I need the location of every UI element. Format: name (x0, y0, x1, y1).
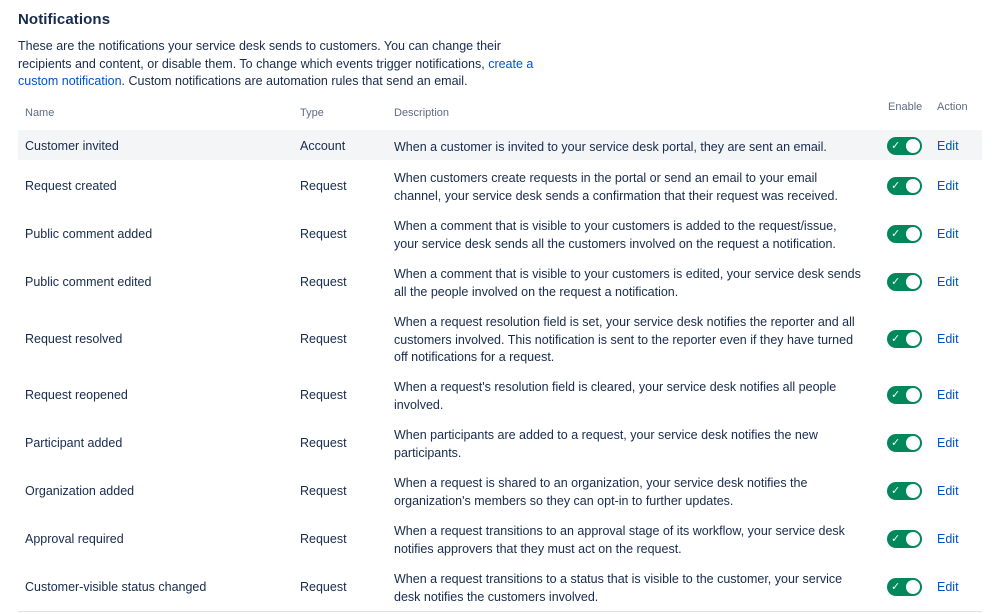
edit-link[interactable]: Edit (937, 532, 959, 546)
create-custom-notification-link[interactable]: create a custom notification (18, 56, 534, 88)
edit-link[interactable]: Edit (937, 227, 959, 241)
notification-type: Request (300, 179, 347, 193)
table-row (18, 305, 982, 370)
column-header-name: Name (25, 107, 55, 119)
enable-toggle[interactable] (887, 530, 922, 548)
edit-link[interactable]: Edit (937, 332, 959, 346)
column-header-type: Type (300, 107, 324, 119)
table-row (18, 209, 982, 257)
toggle-knob (906, 179, 920, 193)
edit-link[interactable]: Edit (937, 179, 959, 193)
notification-type: Request (300, 436, 347, 450)
notification-description: When a request transitions to an approval stage of its workflow, your service desk notifies approvers that they must act on the request. (394, 524, 845, 556)
toggle-knob (906, 275, 920, 289)
check-icon: ✓ (891, 228, 901, 240)
enable-toggle[interactable] (887, 482, 922, 500)
toggle-knob (906, 227, 920, 241)
intro-text (18, 38, 543, 91)
enable-toggle[interactable] (887, 177, 922, 195)
table-row (18, 130, 982, 161)
check-icon: ✓ (891, 180, 901, 192)
notification-type: Request (300, 484, 347, 498)
toggle-knob (906, 484, 920, 498)
intro-text-after: . Custom notifications are automation rules that send an email. (121, 74, 468, 88)
enable-toggle[interactable] (887, 273, 922, 291)
table-row (18, 161, 982, 209)
notification-description: When a request is shared to an organization, your service desk notifies the organization's members so they can opt-in to further updates. (394, 476, 808, 508)
notification-type: Request (300, 532, 347, 546)
notification-name: Request reopened (25, 388, 128, 402)
check-icon: ✓ (891, 389, 901, 401)
notification-description: When a comment that is visible to your customers is edited, your service desk sends all the people involved on the request a notification. (394, 267, 861, 299)
enable-toggle[interactable] (887, 578, 922, 596)
notification-type: Account (300, 139, 346, 153)
check-icon: ✓ (891, 437, 901, 449)
enable-toggle[interactable] (887, 330, 922, 348)
notification-description: When a comment that is visible to your customers is added to the request/issue, your service desk sends all the customers involved on the request a notification. (394, 219, 837, 251)
notification-description: When a request resolution field is set, your service desk notifies the reporter and all customers involved. This notification is sent to the reporter even if they have turned off notifications for a request. (394, 315, 855, 364)
notification-name: Public comment edited (25, 275, 152, 289)
table-row (18, 562, 982, 610)
edit-link[interactable]: Edit (937, 436, 959, 450)
edit-link[interactable]: Edit (937, 275, 959, 289)
notification-name: Request created (25, 179, 117, 193)
table-row (18, 257, 982, 305)
column-header-action: Action (937, 101, 968, 113)
enable-toggle[interactable] (887, 137, 922, 155)
intro-text-before: These are the notifications your service desk sends to customers. You can change their recipients and content, or disable them. To change which events trigger notifications, (18, 39, 501, 71)
notification-name: Organization added (25, 484, 135, 498)
edit-link[interactable]: Edit (937, 139, 959, 153)
notification-name: Customer-visible status changed (25, 580, 207, 594)
notification-name: Request resolved (25, 332, 123, 346)
notification-description: When a customer is invited to your service desk portal, they are sent an email. (394, 140, 827, 154)
table-bottom-divider (18, 611, 982, 612)
check-icon: ✓ (891, 581, 901, 593)
column-header-enable: Enable (888, 101, 923, 113)
notification-description: When a request transitions to a status that is visible to the customer, your service desk notifies the customers involved. (394, 572, 843, 604)
notification-type: Request (300, 275, 347, 289)
toggle-knob (906, 139, 920, 153)
toggle-knob (906, 388, 920, 402)
edit-link[interactable]: Edit (937, 388, 959, 402)
column-header-description: Description (394, 107, 450, 119)
check-icon: ✓ (891, 140, 901, 152)
notifications-table (18, 130, 982, 610)
notification-description: When a request's resolution field is cleared, your service desk notifies all people involved. (394, 380, 837, 412)
notification-type: Request (300, 227, 347, 241)
toggle-knob (906, 532, 920, 546)
table-row (18, 514, 982, 562)
check-icon: ✓ (891, 333, 901, 345)
enable-toggle[interactable] (887, 386, 922, 404)
notification-name: Approval required (25, 532, 124, 546)
notification-name: Participant added (25, 436, 123, 450)
toggle-knob (906, 436, 920, 450)
table-row (18, 418, 982, 466)
edit-link[interactable]: Edit (937, 484, 959, 498)
enable-toggle[interactable] (887, 434, 922, 452)
table-row (18, 466, 982, 514)
check-icon: ✓ (891, 533, 901, 545)
edit-link[interactable]: Edit (937, 580, 959, 594)
check-icon: ✓ (891, 485, 901, 497)
notification-type: Request (300, 580, 347, 594)
notification-type: Request (300, 388, 347, 402)
toggle-knob (906, 580, 920, 594)
notification-description: When participants are added to a request, your service desk notifies the new participants. (394, 428, 818, 460)
notification-description: When customers create requests in the portal or send an email to your email channel, your service desk sends a confirmation that their request was received. (394, 171, 838, 203)
enable-toggle[interactable] (887, 225, 922, 243)
table-row (18, 370, 982, 418)
notification-name: Customer invited (25, 139, 119, 153)
notification-name: Public comment added (25, 227, 153, 241)
notification-type: Request (300, 332, 347, 346)
table-header (18, 97, 982, 129)
page-title: Notifications (18, 11, 111, 28)
toggle-knob (906, 332, 920, 346)
check-icon: ✓ (891, 276, 901, 288)
